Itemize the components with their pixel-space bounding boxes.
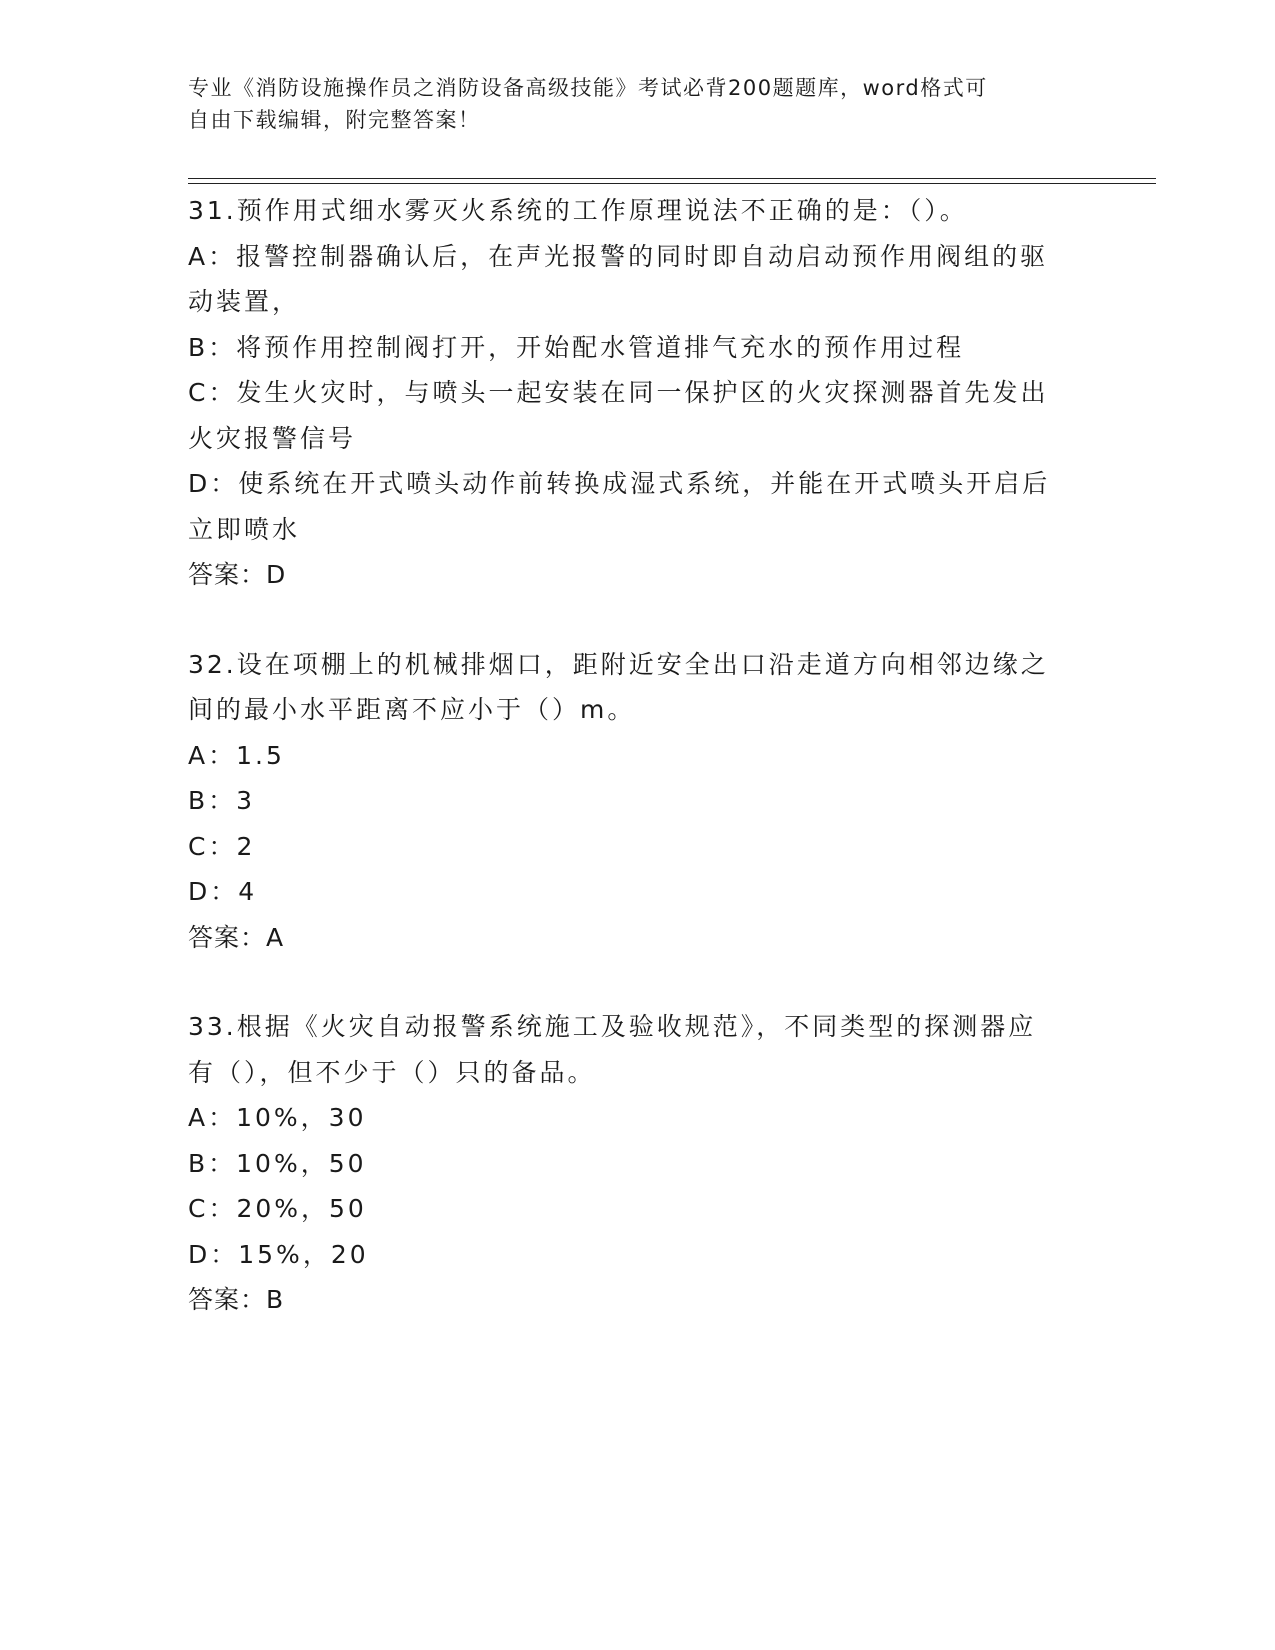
answer-label: 答案：A [188,922,285,952]
answer-label: 答案：B [188,1285,285,1314]
option-a: A：1.5 [188,740,285,770]
question-32 [188,642,1088,961]
question-list [188,188,1088,1323]
question-stem-line: 31.预作用式细水雾灭火系统的工作原理说法不正确的是：（）。 [188,196,968,225]
option-line: C：发生火灾时，与喷头一起安装在同一保护区的火灾探测器首先发出 [188,378,1049,407]
answer-label: 答案：D [188,560,287,589]
option-line: 立即喷水 [188,514,301,544]
question-31 [188,188,1088,598]
option-line: B：将预作用控制阀打开，开始配水管道排气充水的预作用过程 [188,332,965,362]
question-stem-line: 有（），但不少于（）只的备品。 [188,1057,596,1087]
option-line: 火灾报警信号 [188,423,357,453]
option-d [188,461,1088,552]
option-c: C：2 [188,831,256,861]
option-c: C：20%，50 [188,1194,367,1223]
option-d: D：15%，20 [188,1239,369,1269]
question-33 [188,1004,1088,1323]
option-d: D：4 [188,877,258,906]
option-line: A：报警控制器确认后，在声光报警的同时即自动启动预作用阀组的驱 [188,241,1049,271]
header-divider-bottom [188,183,1156,184]
option-a [188,234,1088,325]
header-divider-top [188,178,1156,179]
question-stem-line: 32.设在项棚上的机械排烟口，距附近安全出口沿走道方向相邻边缘之 [188,649,1049,679]
option-a: A：10%，30 [188,1103,367,1132]
option-b: B：3 [188,786,256,815]
header-line-2: 自由下载编辑，附完整答案！ [188,108,481,132]
option-c [188,370,1088,461]
header-line-1: 专业《消防设施操作员之消防设备高级技能》考试必背200题题库，word格式可 [188,76,988,100]
option-line: D：使系统在开式喷头动作前转换成湿式系统，并能在开式喷头开启后 [188,469,1051,498]
option-line: 动装置， [188,287,301,316]
option-b [188,325,1088,371]
question-stem-line: 间的最小水平距离不应小于（）m。 [188,695,636,724]
option-b: B：10%，50 [188,1148,367,1178]
question-stem-line: 33.根据《火灾自动报警系统施工及验收规范》，不同类型的探测器应 [188,1012,1037,1041]
document-header [188,72,1068,136]
